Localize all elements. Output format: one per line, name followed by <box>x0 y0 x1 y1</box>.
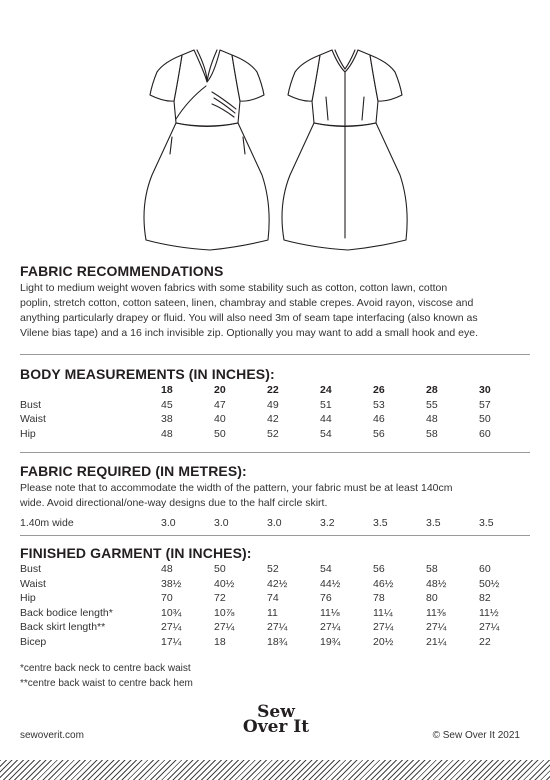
cell: 82 <box>479 592 491 604</box>
table-row <box>20 577 519 592</box>
size-header-row <box>20 383 519 398</box>
cell: 18 <box>214 635 226 648</box>
row-label: Hip <box>20 592 36 604</box>
divider <box>20 535 530 536</box>
cell: 10¾ <box>161 606 182 619</box>
size-header: 30 <box>479 384 491 396</box>
cell: 46½ <box>373 577 394 590</box>
cell: 38½ <box>161 577 182 590</box>
cell: 58 <box>426 563 438 575</box>
cell: 45 <box>161 398 173 411</box>
row-label: Bicep <box>20 635 47 648</box>
cell: 40 <box>214 413 226 425</box>
finished-garment-table <box>20 562 519 649</box>
cell: 48 <box>426 413 438 425</box>
cell: 60 <box>479 563 491 575</box>
cell: 3.0 <box>267 517 282 529</box>
table-row <box>20 635 519 650</box>
size-header: 20 <box>214 384 226 396</box>
size-header: 18 <box>161 384 173 396</box>
row-label: Bust <box>20 563 42 575</box>
cell: 27¼ <box>214 621 235 633</box>
row-label: 1.40m wide <box>20 517 74 529</box>
table-row <box>20 412 519 427</box>
cell: 60 <box>479 427 491 440</box>
table-row <box>20 606 519 621</box>
table-row <box>20 516 519 531</box>
cell: 54 <box>320 563 332 575</box>
cell: 50 <box>214 427 226 440</box>
copyright-text: © Sew Over It 2021 <box>432 730 520 741</box>
row-label: Waist <box>20 413 46 425</box>
size-header: 26 <box>373 384 385 396</box>
footnote: **centre back waist to centre back hem <box>20 678 193 689</box>
cell: 52 <box>267 563 279 575</box>
table-row <box>20 398 519 413</box>
decorative-stripe-border <box>0 760 550 780</box>
cell: 50 <box>479 413 491 425</box>
fabric-required-table <box>20 516 519 531</box>
cell: 21¼ <box>426 635 447 648</box>
body-measurements-table <box>20 383 519 441</box>
cell: 47 <box>214 398 226 411</box>
cell: 74 <box>267 592 279 604</box>
cell: 50 <box>214 563 226 575</box>
fabric-line: anything particularly drapey or fluid. You will also need 3m of seam tape interfacing (also known as <box>20 312 478 324</box>
cell: 56 <box>373 427 385 440</box>
cell: 3.2 <box>320 517 335 529</box>
size-header: 28 <box>426 384 438 396</box>
finished-garment-section <box>20 545 530 649</box>
cell: 72 <box>214 592 226 604</box>
cell: 27¼ <box>426 621 447 633</box>
cell: 53 <box>373 398 385 411</box>
cell: 20½ <box>373 635 394 648</box>
cell: 44½ <box>320 577 341 590</box>
fabric-required-section <box>20 463 530 531</box>
cell: 46 <box>373 413 385 425</box>
cell: 56 <box>373 563 385 575</box>
fabric-line: Light to medium weight woven fabrics with some stability such as cotton, cotton lawn, cotton <box>20 282 448 294</box>
required-line: Please note that to accommodate the width of the pattern, your fabric must be at least 140cm <box>20 482 453 494</box>
row-label: Bust <box>20 398 42 411</box>
cell: 27¼ <box>373 621 394 633</box>
logo-line: Over It <box>242 717 310 737</box>
cell: 42 <box>267 413 279 425</box>
footnote: *centre back neck to centre back waist <box>20 663 191 674</box>
cell: 11½ <box>479 606 499 619</box>
cell: 57 <box>479 398 491 411</box>
cell: 40½ <box>214 577 235 590</box>
cell: 44 <box>320 413 332 425</box>
dress-technical-drawings <box>0 0 550 262</box>
cell: 3.5 <box>479 517 494 529</box>
divider <box>20 354 530 355</box>
row-label: Waist <box>20 577 46 590</box>
divider <box>20 452 530 453</box>
cell: 11⅛ <box>320 606 340 619</box>
cell: 42½ <box>267 577 288 590</box>
cell: 38 <box>161 413 173 425</box>
front-view-drawing <box>144 50 269 250</box>
fabric-recommendations-heading: FABRIC RECOMMENDATIONS <box>20 263 224 279</box>
row-label: Back bodice length* <box>20 606 113 619</box>
front-skirt <box>144 123 269 250</box>
cell: 17¼ <box>161 635 182 648</box>
cell: 3.5 <box>373 517 388 529</box>
table-row <box>20 620 519 635</box>
cell: 70 <box>161 592 173 604</box>
cell: 51 <box>320 398 332 411</box>
required-line: wide. Avoid directional/one-way designs due to the half circle skirt. <box>20 497 328 509</box>
cell: 19¾ <box>320 635 341 648</box>
cell: 3.0 <box>161 517 176 529</box>
cell: 27¼ <box>267 621 288 633</box>
size-header: 22 <box>267 384 279 396</box>
fabric-line: Vilene bias tape) and a 16 inch invisible zip. Optionally you may want to add a small hook and eye. <box>20 327 478 339</box>
cell: 54 <box>320 427 332 440</box>
body-measurements-section <box>20 366 530 441</box>
sew-over-it-logo <box>236 702 316 737</box>
cell: 48 <box>161 427 173 440</box>
website-link[interactable]: sewoverit.com <box>20 730 84 741</box>
cell: 80 <box>426 592 438 604</box>
fabric-required-text <box>20 481 530 511</box>
table-row <box>20 562 519 577</box>
fabric-line: poplin, stretch cotton, cotton sateen, linen, chambray and stable crepes. Avoid rayon, viscose and <box>20 297 474 309</box>
table-row <box>20 427 519 442</box>
cell: 76 <box>320 592 332 604</box>
row-label: Back skirt length** <box>20 621 106 633</box>
footnotes <box>20 661 193 691</box>
fabric-recommendations-text <box>20 281 530 341</box>
cell: 52 <box>267 427 279 440</box>
cell: 10⅞ <box>214 606 235 619</box>
finished-garment-heading: FINISHED GARMENT (IN INCHES): <box>20 545 252 561</box>
cell: 11 <box>267 606 278 619</box>
row-label: Hip <box>20 427 36 440</box>
size-header: 24 <box>320 384 332 396</box>
table-row <box>20 591 519 606</box>
cell: 18¾ <box>267 635 288 648</box>
cell: 22 <box>479 635 491 648</box>
cell: 49 <box>267 398 279 411</box>
cell: 27¼ <box>479 621 500 633</box>
cell: 3.5 <box>426 517 441 529</box>
cell: 48½ <box>426 577 447 590</box>
cell: 55 <box>426 398 438 411</box>
fabric-required-heading: FABRIC REQUIRED (IN METRES): <box>20 463 247 479</box>
body-measurements-heading: BODY MEASUREMENTS (IN INCHES): <box>20 366 275 382</box>
cell: 11¼ <box>373 606 393 619</box>
back-view-drawing <box>282 50 407 250</box>
cell: 48 <box>161 563 173 575</box>
cell: 27¼ <box>320 621 341 633</box>
cell: 3.0 <box>214 517 229 529</box>
cell: 27¼ <box>161 621 182 633</box>
fabric-recommendations-section <box>20 263 530 341</box>
logo-line: Sew <box>257 702 295 722</box>
cell: 50½ <box>479 577 500 590</box>
cell: 78 <box>373 592 385 604</box>
cell: 11⅜ <box>426 606 446 619</box>
cell: 58 <box>426 427 438 440</box>
